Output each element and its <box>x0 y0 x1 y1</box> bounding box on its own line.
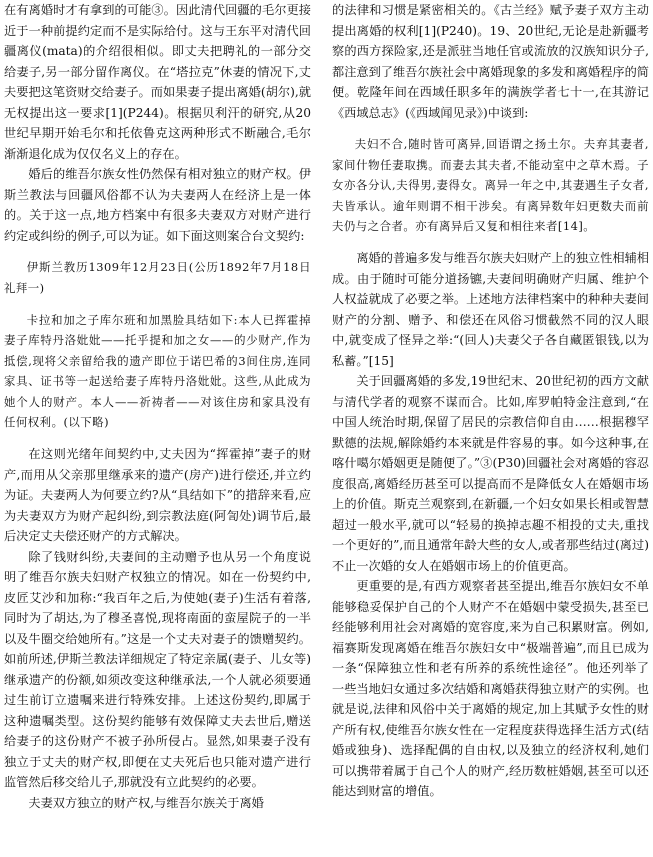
left-paragraph-1: 在有离婚时才有拿到的可能③。因此清代回疆的毛尔更接近于一种前提约定而不是实际给付。这与王东平对清代回疆离仪(mata)的介绍很相似。即丈夫把聘礼的一部分交给妻子,另一部分留作离仪。在“塔拉克”休妻的情况下,丈夫要把这笔资财交给妻子。而如果妻子提出离婚(胡尔),就无权提出这一要求[1](P244)。根据贝利汗的研究,从20世纪早期开始毛尔和托依鲁克这两种形式不断融合,毛尔渐渐退化成为仅仅名义上的存在。 <box>4 3 311 161</box>
contract-date-line: 伊斯兰教历1309年12月23日(公历1892年7月18日礼拜一) <box>4 260 311 295</box>
right-paragraph-4: 更重要的是,有西方观察者甚至提出,维吾尔族妇女不单能够稳妥保护自己的个人财产不在婚姻中蒙受损失,甚至已经能够利用社会对离婚的宽容度,来为自己积累财富。例如,福赛斯发现离婚在维吾尔族妇女中“极端普遍”,而且已成为一条“保障独立性和老有所养的系统性途径”。他还列举了一些当地妇女通过多次结婚和离婚获得独立财产的实例。也就是说,法律和风俗中关于离婚的规定,加上其赋予女性的财产所有权,使维吾尔族女性在一定程度获得选择生活方式(结婚或独身)、选择配偶的自由权,以及独立的经济权利,她们可以携带着属于自己个人的财产,经历数桩婚姻,甚至可以还能达到财富的增值。 <box>332 579 649 799</box>
left-paragraph-4: 除了钱财纠纷,夫妻间的主动赠予也从另一个角度说明了维吾尔族夫妇财产权独立的情况。如在一份契约中,皮匠艾沙和加称:“我百年之后,为使她(妻子)生活有着落,同时为了胡达,为了穆圣喜悦,现将南面的蛮屋院子的一半以及牛圈交给她所有。”这是一个丈夫对妻子的馈赠契约。如前所述,伊斯兰教法详细规定了特定亲属(妻子、儿女等)继承遗产的份额,如须改变这种继承法,一个人就必须要通过生前订立遗嘱来进行特殊安排。上述这份契约,即属于这种遗嘱类型。这份契约能够有效保障丈夫去世后,赠送给妻子的这份财产不被子孙所侵占。显然,如果妻子没有独立于丈夫的财产权,即便在丈夫死后也只能对遗产进行监管然后移交给儿子,那就没有立此契约的必要。 <box>4 549 311 790</box>
left-paragraph-5: 夫妻双方独立的财产权,与维吾尔族关于离婚 <box>28 795 264 810</box>
right-paragraph-2: 离婚的普遍多发与维吾尔族夫妇财产上的独立性相辅相成。由于随时可能分道扬镳,夫妻间明确财产归属、维护个人权益就成了必要之举。上述地方法律档案中的种种夫妻间财产的分割、赠予、和偿还在风俗习惯截然不同的汉人眼中,就变成了怪异之举:“(回人)夫妻父子各自藏匿银钱,以为私蓄。”[15] <box>332 251 649 368</box>
left-column <box>4 0 311 857</box>
contract-quote: 卡拉和加之子库尔班和加黑脸具结如下:本人已挥霍掉妻子库特丹洛妣妣——托乎提和加之女——的少财产,作为抵偿,现将父亲留给我的遗产即位于诺巴希的3间住房,连同家具、证书等一起送给妻子库特丹洛妣妣。这些,从此成为她个人的财产。本人——祈祷者——对该住房和家具没有任何权利。(以下略) <box>4 312 311 430</box>
right-paragraph-3: 关于回疆离婚的多发,19世纪末、20世纪初的西方文献与清代学者的观察不谋而合。比如,库罗帕特金注意到,“在中国人统治时期,保留了居民的宗教信仰自由……根据穆罕默德的法规,解除婚约本来就是件容易的事。如今这种事,在喀什噶尔婚姻更是随便了。”③(P30)回疆社会对离婚的容忍度很高,离婚经历甚至可以提高而不是降低女人在婚姻市场上的价值。斯克兰观察到,在新疆,一个妇女如果长相或智慧超过一般水平,就可以“轻易的换掉志趣不相投的丈夫,重找一个更好的”,而且通常年龄大些的女人,或者那些结过(离过)不止一次婚的女人在婚姻市场上的价值更高。 <box>332 374 649 573</box>
left-paragraph-2: 婚后的维吾尔族女性仍然保有相对独立的财产权。伊斯兰教法与回疆风俗都不认为夫妻两人在经济上是一体的。关于这一点,地方档案中有很多夫妻双方对财产进行约定或纠纷的例子,可以为证。如下面这则案合台文契约: <box>4 167 311 243</box>
left-paragraph-3: 在这则光绪年间契约中,丈夫因为“挥霍掉”妻子的财产,而用从父亲那里继承来的遗产(房产)进行偿还,并立约为证。夫妻两人为何要立约?从“具结如下”的措辞来看,应为夫妻双方为财产起纠纷,到宗教法庭(阿訇处)调节后,最后决定丈夫偿还财产的方式解决。 <box>4 447 311 544</box>
right-column <box>332 0 649 857</box>
column-divider <box>320 0 321 857</box>
travelogue-quote: 夫妇不合,随时皆可离异,回语谓之扬土尔。夫弃其妻者,家间什物任妻取携。而妻去其夫者,不能动室中之草木焉。子女亦各分认,夫得男,妻得女。离异一年之中,其妻遇生子女者,夫皆承认。逾年则谓不相干涉矣。有离异数年妇更数夫而前夫仍与之合者。亦有离异后又复和相往来者[14]。 <box>332 137 649 234</box>
right-paragraph-1: 的法律和习惯是紧密相关的。《古兰经》赋予妻子双方主动提出离婚的权利[1](P240)。19、20世纪,无论是赴新疆考察的西方探险家,还是派驻当地任官或流放的汉族知识分子,都注意到了维吾尔族社会中离婚现象的多发和离婚程序的简便。乾隆年间在西域任职多年的满族学者七十一,在其游记《西域总志》(《西域闻见录》)中谈到: <box>332 3 649 120</box>
